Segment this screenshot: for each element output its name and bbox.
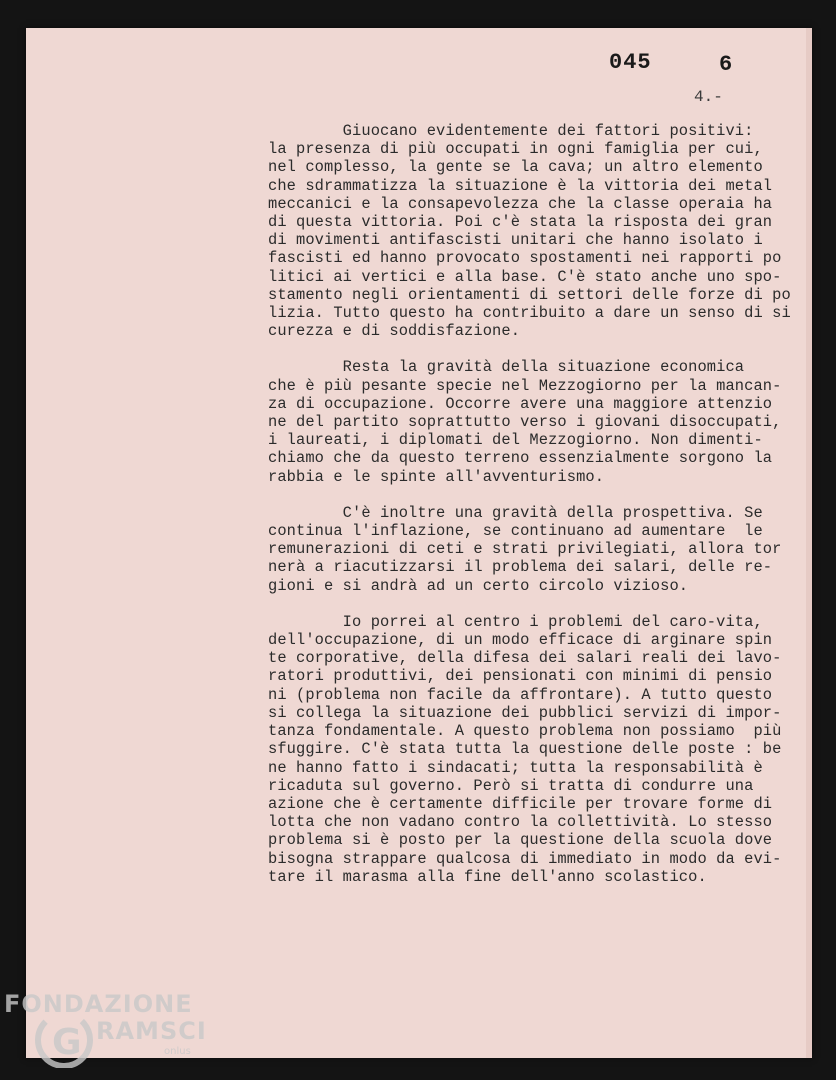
text-line: ricaduta sul governo. Però si tratta di condurre una bbox=[268, 776, 754, 795]
text-line: tanza fondamentale. A questo problema non possiamo più bbox=[268, 722, 782, 741]
document-page bbox=[26, 28, 812, 1058]
text-line: Giuocano evidentemente dei fattori positivi: bbox=[268, 122, 754, 140]
text-line: ne del partito soprattutto verso i giovani disoccupati, bbox=[268, 413, 782, 432]
text-line: problema si è posto per la questione della scuola dove bbox=[268, 831, 773, 850]
body-text bbox=[268, 122, 791, 904]
text-line: remunerazioni di ceti e strati privilegiati, allora tor bbox=[268, 540, 782, 559]
paragraph bbox=[268, 504, 788, 595]
text-line: i laureati, i diplomati del Mezzogiorno. Non dimenti- bbox=[268, 431, 763, 450]
text-line: za di occupazione. Occorre avere una maggiore attenzio bbox=[268, 394, 773, 413]
text-line: te corporative, della difesa dei salari reali dei lavo- bbox=[268, 649, 782, 668]
logo-letter: G bbox=[52, 1022, 82, 1063]
text-line: la presenza di più occupati in ogni famiglia per cui, bbox=[268, 140, 763, 159]
text-line: tare il marasma alla fine dell'anno scolastico. bbox=[268, 867, 707, 886]
gramsci-logo-icon bbox=[32, 1010, 96, 1068]
watermark-onlus: onlus bbox=[164, 1046, 191, 1057]
page-number: 4.- bbox=[694, 88, 723, 106]
text-line: stamento negli orientamenti di settori delle forze di po bbox=[268, 285, 791, 304]
text-line: ne hanno fatto i sindacati; tutta la responsabilità è bbox=[268, 758, 763, 777]
text-line: lizia. Tutto questo ha contribuito a dare un senso di si bbox=[268, 304, 791, 323]
text-line: di questa vittoria. Poi c'è stata la risposta dei gran bbox=[268, 213, 773, 232]
text-line: sfuggire. C'è stata tutta la questione delle poste : be bbox=[268, 740, 782, 759]
text-line: chiamo che da questo terreno essenzialmente sorgono la bbox=[268, 449, 773, 468]
text-line: dell'occupazione, di un modo efficace di arginare spin bbox=[268, 631, 773, 650]
text-line: nerà a riacutizzarsi il problema dei salari, delle re- bbox=[268, 558, 773, 577]
archive-number: 045 bbox=[609, 50, 652, 75]
text-line: lotta che non vadano contro la collettività. Lo stesso bbox=[268, 813, 773, 832]
paragraph bbox=[268, 613, 788, 886]
text-line: ratori produttivi, dei pensionati con minimi di pensio bbox=[268, 667, 773, 686]
text-line: bisogna strappare qualcosa di immediato in modo da evi- bbox=[268, 849, 782, 868]
text-line: Resta la gravità della situazione economica bbox=[268, 358, 745, 377]
text-line: si collega la situazione dei pubblici servizi di impor- bbox=[268, 703, 782, 722]
text-line: meccanici e la consapevolezza che la classe operaia ha bbox=[268, 194, 773, 213]
text-line: nel complesso, la gente se la cava; un altro elemento bbox=[268, 158, 763, 177]
text-line: C'è inoltre una gravità della prospettiva. Se bbox=[268, 503, 763, 522]
paragraph bbox=[268, 358, 788, 485]
text-line: di movimenti antifascisti unitari che hanno isolato i bbox=[268, 231, 763, 250]
text-line: litici ai vertici e alla base. C'è stato anche uno spo- bbox=[268, 267, 782, 286]
text-line: rabbia e le spinte all'avventurismo. bbox=[268, 467, 605, 486]
text-line: che sdrammatizza la situazione è la vittoria dei metal bbox=[268, 176, 773, 195]
paragraph bbox=[268, 122, 791, 341]
text-line: Io porrei al centro i problemi del caro-vita, bbox=[268, 612, 763, 631]
text-line: azione che è certamente difficile per trovare forme di bbox=[268, 794, 773, 813]
text-line: ni (problema non facile da affrontare). A tutto questo bbox=[268, 685, 773, 704]
sheet-number: 6 bbox=[719, 52, 733, 77]
text-line: curezza e di soddisfazione. bbox=[268, 322, 521, 341]
text-line: fascisti ed hanno provocato spostamenti nei rapporti po bbox=[268, 249, 782, 268]
fondazione-gramsci-watermark bbox=[4, 990, 209, 1070]
watermark-subtitle: RAMSCI bbox=[96, 1017, 207, 1045]
text-line: continua l'inflazione, se continuano ad aumentare le bbox=[268, 522, 763, 541]
watermark-title: FONDAZIONE bbox=[4, 990, 193, 1018]
text-line: gioni e si andrà ad un certo circolo vizioso. bbox=[268, 576, 689, 595]
text-line: che è più pesante specie nel Mezzogiorno per la mancan- bbox=[268, 376, 782, 395]
